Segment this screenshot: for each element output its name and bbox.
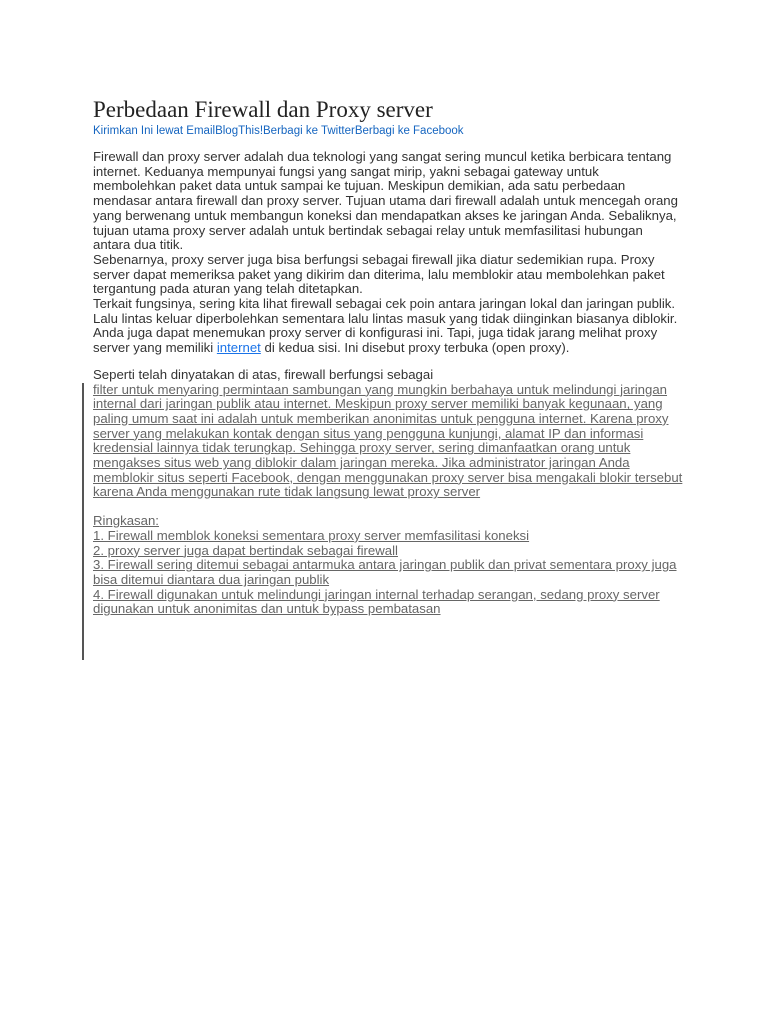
summary-item-3: 3. Firewall sering ditemui sebagai antarmuka antara jaringan publik dan privat sementara proxy juga bisa ditemui diantara dua jaringan publik [93, 557, 677, 587]
quoted-section [93, 383, 683, 618]
quote-text: filter untuk menyaring permintaan sambungan yang mungkin berbahaya untuk melindungi jaringan internal dari jaringan publik atau internet. Meskipun proxy server memiliki banyak kegunaan, yang paling umum saat ini adalah untuk memberikan anonimitas untuk pengguna internet. Karena proxy server yang melakukan kontak dengan situs yang pengguna kunjungi, alamat IP dan informasi kredensial lainnya tidak terungkap. Sehingga proxy server, sering dimanfaatkan orang untuk mengakses situs web yang diblokir dalam jaringan mereka. Jika administrator jaringan Anda memblokir situs seperti Facebook, dengan menggunakan proxy server bisa mengakali blokir tersebut karena Anda menggunakan rute tidak langsung lewat proxy server [93, 381, 683, 500]
paragraph-3-text-b: di kedua sisi. Ini disebut proxy terbuka (open proxy). [260, 340, 570, 356]
paragraph-3 [93, 297, 683, 356]
summary-item-2: 2. proxy server juga dapat bertindak sebagai firewall [93, 542, 398, 558]
document-page [93, 96, 683, 617]
summary-item-1: 1. Firewall memblok koneksi sementara proxy server memfasilitasi koneksi [93, 527, 530, 543]
intro-line: Seperti telah dinyatakan di atas, firewall berfungsi sebagai [93, 366, 434, 382]
share-links [93, 124, 683, 138]
article-body [93, 150, 683, 356]
summary-item-4: 4. Firewall digunakan untuk melindungi jaringan internal terhadap serangan, sedang proxy server digunakan untuk anonimitas dan untuk bypass pembatasan [93, 586, 660, 617]
quote-bar [82, 383, 84, 660]
summary-heading: Ringkasan: [93, 513, 159, 529]
share-twitter-link[interactable]: Berbagi ke Twitter [263, 125, 355, 137]
paragraph-3-text-a: Terkait fungsinya, sering kita lihat firewall sebagai cek poin antara jaringan lokal dan jaringan publik. Lalu lintas keluar diperbolehkan sementara lalu lintas masuk yang tidak diinginkan biasanya diblokir. Anda juga dapat menemukan proxy server di konfigurasi ini. Tapi, juga tidak jarang melihat proxy server yang memiliki [93, 296, 678, 356]
paragraph-1: Firewall dan proxy server adalah dua teknologi yang sangat sering muncul ketika berbicara tentang internet. Keduanya mempunyai fungsi yang sangat mirip, yakni sebagai gateway untuk membolehkan paket data untuk sampai ke tujuan. Meskipun demikian, ada satu perbedaan mendasar antara firewall dan proxy server. Tujuan utama dari firewall adalah untuk mencegah orang yang berwenang untuk membangun koneksi dan mendapatkan akses ke jaringan Anda. Sebaliknya, tujuan utama proxy server adalah untuk bertindak sebagai relay untuk memfasilitasi hubungan antara dua titik. [93, 149, 678, 253]
summary [93, 514, 683, 617]
paragraph-2: Sebenarnya, proxy server juga bisa berfungsi sebagai firewall jika diatur sedemikian rupa. Proxy server dapat memeriksa paket yang dikirim dan diterima, lalu memblokir atau membolehkan paket tergantung pada aturan yang telah ditetapkan. [93, 251, 665, 297]
share-facebook-link[interactable]: Berbagi ke Facebook [354, 125, 464, 137]
page-title: Perbedaan Firewall dan Proxy server [93, 97, 433, 122]
share-blogthis-link[interactable]: BlogThis! [215, 125, 264, 137]
internet-link[interactable]: internet [216, 340, 261, 356]
share-email-link[interactable]: Kirimkan Ini lewat Email [93, 125, 216, 137]
